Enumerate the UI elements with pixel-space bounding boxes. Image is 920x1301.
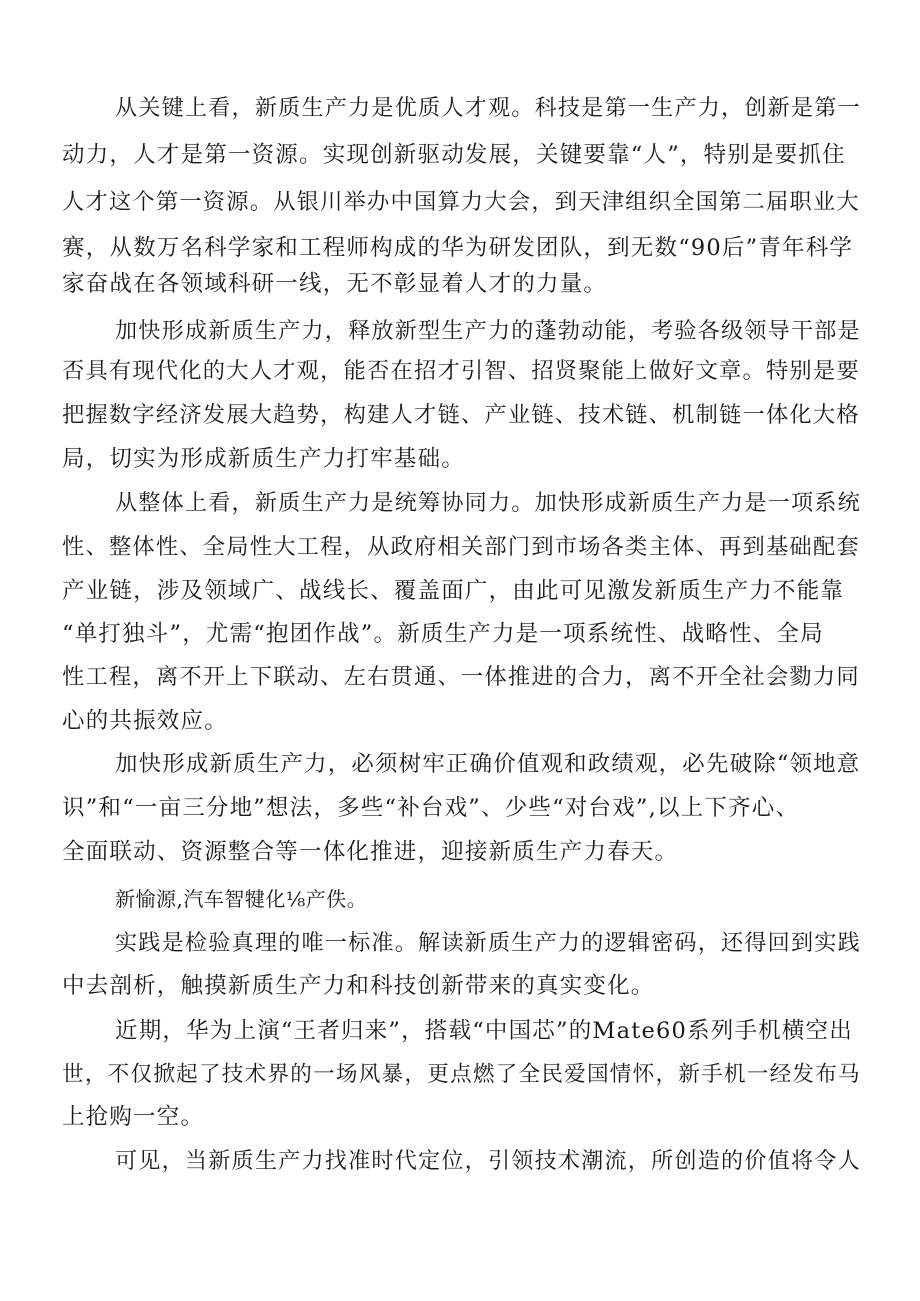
section-heading: 新愉源,汽车智犍化⅛产佚。 — [115, 887, 368, 911]
paragraph-1-line-2: 动力，人才是第一资源。实现创新驱动发展，关键要靠“人”，特别是要抓住 — [62, 142, 846, 168]
paragraph-6-line-3: 上抢购一空。 — [62, 1104, 205, 1130]
paragraph-3-line-5: 性工程，离不开上下联动、左右贯通、一体推进的合力，离不开全社会勠力同 — [62, 664, 860, 690]
paragraph-1-line-3: 人才这个第一资源。从银川举办中国算力大会，到天津组织全国第二届职业大 — [62, 189, 860, 215]
paragraph-2-line-1: 加快形成新质生产力，释放新型生产力的蓬勃动能，考验各级领导干部是 — [115, 318, 861, 344]
paragraph-5-line-1: 实践是检验真理的唯一标准。解读新质生产力的逻辑密码，还得回到实践 — [115, 930, 861, 956]
paragraph-3-line-6: 心的共振效应。 — [62, 708, 228, 734]
paragraph-4-line-2: 识”和“一亩三分地”想法，多些“补台戏”、少些“对台戏”,以上下齐心、 — [62, 795, 800, 821]
paragraph-5-line-2: 中去剖析，触摸新质生产力和科技创新带来的真实变化。 — [62, 973, 655, 999]
paragraph-3-line-2: 性、整体性、全局性大工程，从政府相关部门到市场各类主体、再到基础配套 — [62, 534, 860, 560]
paragraph-1-line-5: 家奋战在各领域科研一线，无不彰显着人才的力量。 — [62, 271, 608, 297]
paragraph-6-line-2: 世，不仅掀起了技术界的一场风暴，更点燃了全民爱国情怀，新手机一经发布马 — [62, 1062, 861, 1087]
paragraph-6-line-1: 近期，华为上演“王者归来”，搭载“中国芯”的Mate60系列手机横空出 — [115, 1018, 853, 1044]
paragraph-4-line-1: 加快形成新质生产力，必须树牢正确价值观和政绩观，必先破除“领地意 — [115, 751, 861, 777]
paragraph-1-line-4: 赛，从数万名科学家和工程师构成的华为研发团队，到无数“90后”青年科学 — [62, 235, 854, 261]
paragraph-2-line-2: 否具有现代化的大人才观，能否在招才引智、招贤聚能上做好文章。特别是要 — [62, 358, 860, 384]
paragraph-2-line-4: 局，切实为形成新质生产力打牢基础。 — [62, 446, 465, 472]
paragraph-3-line-1: 从整体上看，新质生产力是统筹协同力。加快形成新质生产力是一项系统 — [115, 490, 861, 516]
paragraph-3-line-4: “单打独斗”，尤需“抱团作战”。新质生产力是一项系统性、战略性、全局 — [62, 621, 824, 647]
paragraph-7-line-1: 可见，当新质生产力找准时代定位，引领技术潮流，所创造的价值将令人 — [115, 1148, 861, 1174]
paragraph-3-line-3: 产业链，涉及领域广、战线长、覆盖面广，由此可见激发新质生产力不能靠 — [62, 578, 845, 604]
paragraph-4-line-3: 全面联动、资源整合等一体化推进，迎接新质生产力春天。 — [62, 839, 679, 865]
paragraph-1-line-1: 从关键上看，新质生产力是优质人才观。科技是第一生产力，创新是第一 — [115, 95, 861, 121]
paragraph-2-line-3: 把握数字经济发展大趋势，构建人才链、产业链、技术链、机制链一体化大格 — [62, 402, 860, 428]
